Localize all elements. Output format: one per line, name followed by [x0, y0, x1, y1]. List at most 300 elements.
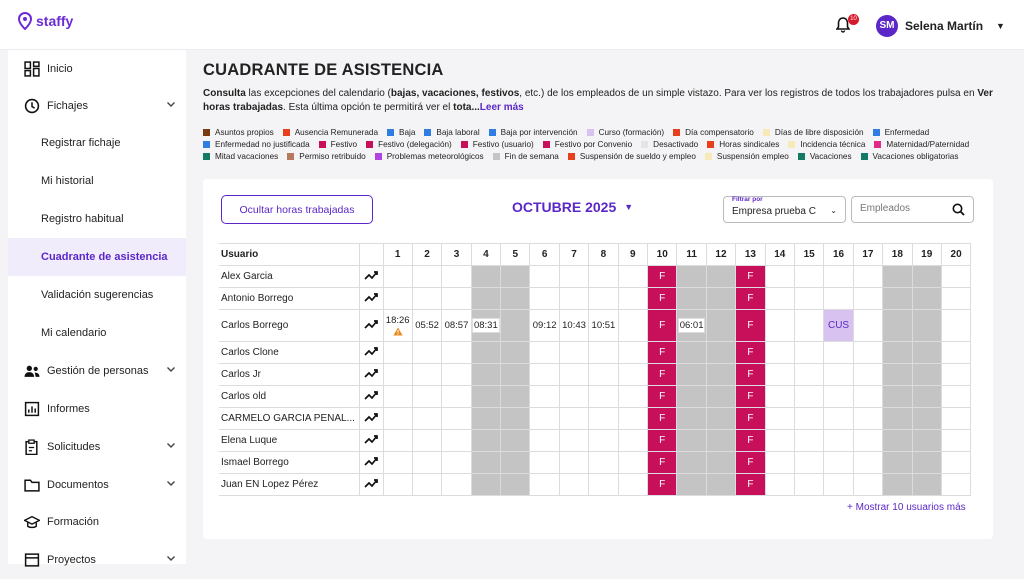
legend-label: Horas sindicales [719, 140, 780, 149]
day-cell[interactable] [471, 430, 500, 452]
top-bar [0, 0, 1024, 50]
legend-swatch [203, 153, 210, 160]
day-cell[interactable] [501, 474, 530, 496]
legend-label: Permiso retribuido [299, 152, 366, 161]
employee-name[interactable]: Elena Luque [219, 430, 359, 452]
page-description [203, 87, 993, 115]
day-cell[interactable] [794, 430, 823, 452]
day-cell[interactable] [501, 386, 530, 408]
day-header: 18 [883, 244, 912, 266]
day-cell[interactable] [412, 266, 441, 288]
day-cell[interactable] [824, 474, 853, 496]
day-cell[interactable] [559, 364, 588, 386]
day-cell[interactable] [883, 342, 912, 364]
day-cell[interactable] [530, 408, 559, 430]
table-row [219, 342, 971, 364]
day-cell[interactable] [794, 452, 823, 474]
trend-icon[interactable] [364, 412, 379, 423]
day-cell[interactable] [912, 386, 941, 408]
employee-name[interactable]: Carlos Jr [219, 364, 359, 386]
day-cell[interactable] [912, 342, 941, 364]
day-cell[interactable] [559, 266, 588, 288]
sidebar-item-documentos[interactable] [8, 466, 186, 504]
day-cell[interactable]: F [736, 452, 765, 474]
day-cell[interactable] [677, 474, 706, 496]
day-cell[interactable] [706, 342, 735, 364]
table-row [219, 408, 971, 430]
table-row [219, 430, 971, 452]
legend-item [283, 127, 378, 139]
employee-name[interactable]: Ismael Borrego [219, 452, 359, 474]
legend-label: Enfermedad no justificada [215, 140, 310, 149]
day-cell[interactable] [941, 288, 970, 310]
day-cell[interactable] [589, 310, 618, 342]
chevron-down-icon[interactable] [166, 553, 176, 563]
day-cell[interactable] [883, 474, 912, 496]
day-cell[interactable] [618, 364, 647, 386]
day-cell[interactable] [471, 342, 500, 364]
day-cell[interactable] [412, 364, 441, 386]
day-cell[interactable] [530, 364, 559, 386]
day-cell[interactable] [912, 310, 941, 342]
day-cell[interactable]: F [648, 364, 677, 386]
sidebar-item-informes[interactable] [8, 390, 186, 428]
app-logo[interactable] [18, 12, 73, 30]
day-cell[interactable] [501, 266, 530, 288]
day-cell[interactable] [501, 408, 530, 430]
day-cell[interactable] [765, 266, 794, 288]
day-cell[interactable] [589, 408, 618, 430]
legend-label: Festivo (usuario) [472, 140, 534, 149]
day-cell[interactable]: F [648, 310, 677, 342]
day-header: 4 [471, 244, 500, 266]
day-cell[interactable] [589, 266, 618, 288]
day-cell[interactable] [883, 430, 912, 452]
desc-part: Consulta [203, 88, 246, 99]
day-cell[interactable] [765, 342, 794, 364]
day-cell[interactable] [471, 266, 500, 288]
day-cell[interactable] [589, 386, 618, 408]
day-cell[interactable] [559, 386, 588, 408]
table-row [219, 364, 971, 386]
legend-label: Problemas meteorológicos [386, 152, 484, 161]
day-cell[interactable] [794, 266, 823, 288]
day-cell[interactable] [618, 342, 647, 364]
sidebar-item-solicitudes[interactable] [8, 428, 186, 466]
day-cell[interactable] [912, 364, 941, 386]
day-cell[interactable] [442, 310, 471, 342]
show-more-users-link[interactable]: + Mostrar 10 usuarios más [847, 502, 966, 513]
day-cell[interactable] [383, 408, 412, 430]
day-cell[interactable] [883, 266, 912, 288]
sidebar-item-label: Documentos [47, 479, 109, 491]
sidebar-item-label: Cuadrante de asistencia [41, 251, 168, 263]
chevron-down-icon[interactable] [166, 99, 176, 109]
day-cell[interactable] [941, 452, 970, 474]
day-cell[interactable]: F [648, 342, 677, 364]
legend-item [319, 139, 357, 151]
folder-icon [24, 477, 40, 493]
day-cell[interactable] [618, 474, 647, 496]
employee-name[interactable]: Carlos old [219, 386, 359, 408]
day-header: 5 [501, 244, 530, 266]
day-cell[interactable] [941, 386, 970, 408]
legend-label: Festivo [330, 140, 358, 149]
day-cell[interactable] [794, 386, 823, 408]
day-cell[interactable] [618, 430, 647, 452]
day-cell[interactable] [912, 474, 941, 496]
day-cell[interactable] [853, 342, 882, 364]
day-cell[interactable] [794, 474, 823, 496]
warning-icon[interactable] [393, 327, 403, 336]
day-cell[interactable] [912, 288, 941, 310]
sidebar-item-registro-habitual[interactable] [8, 200, 186, 238]
day-cell[interactable] [765, 386, 794, 408]
sidebar-item-cuadrante-de-asistencia[interactable] [8, 238, 186, 276]
day-cell[interactable] [618, 386, 647, 408]
legend-swatch [798, 153, 805, 160]
day-cell[interactable] [794, 342, 823, 364]
day-cell[interactable]: F [648, 386, 677, 408]
day-header: 12 [706, 244, 735, 266]
day-cell[interactable] [706, 288, 735, 310]
sidebar-item-formacion[interactable] [8, 503, 186, 541]
day-cell[interactable]: F [648, 452, 677, 474]
sidebar-item-inicio[interactable] [8, 50, 186, 88]
employee-search[interactable] [851, 196, 974, 223]
day-cell[interactable]: F [648, 474, 677, 496]
day-cell[interactable] [941, 266, 970, 288]
day-cell[interactable] [824, 364, 853, 386]
day-cell[interactable]: F [648, 288, 677, 310]
employee-name[interactable]: CARMELO GARCIA PENAL... [219, 408, 359, 430]
day-cell[interactable] [765, 364, 794, 386]
day-cell[interactable]: F [736, 474, 765, 496]
day-cell[interactable] [412, 386, 441, 408]
legend-item [641, 139, 698, 151]
day-cell[interactable]: CUS [824, 310, 853, 342]
day-cell[interactable] [765, 310, 794, 342]
day-cell[interactable] [559, 288, 588, 310]
day-header: 11 [677, 244, 706, 266]
day-cell[interactable] [883, 452, 912, 474]
day-cell[interactable]: F [736, 430, 765, 452]
day-cell[interactable] [706, 266, 735, 288]
sidebar-item-mi-historial[interactable] [8, 162, 186, 200]
day-cell[interactable] [912, 452, 941, 474]
day-cell[interactable] [853, 474, 882, 496]
day-cell[interactable] [941, 364, 970, 386]
day-cell[interactable] [618, 452, 647, 474]
day-cell[interactable]: F [736, 310, 765, 342]
day-cell[interactable] [589, 342, 618, 364]
chevron-down-icon[interactable] [166, 364, 176, 374]
day-cell[interactable] [618, 408, 647, 430]
day-cell[interactable] [824, 408, 853, 430]
day-cell[interactable] [412, 452, 441, 474]
trend-icon[interactable] [364, 368, 379, 379]
day-cell[interactable] [941, 342, 970, 364]
day-cell[interactable] [442, 288, 471, 310]
day-cell[interactable] [412, 288, 441, 310]
day-cell[interactable]: F [736, 364, 765, 386]
day-cell[interactable] [912, 430, 941, 452]
main-content [194, 50, 1024, 564]
trend-icon[interactable] [364, 292, 379, 303]
day-cell[interactable] [853, 266, 882, 288]
legend-swatch [673, 129, 680, 136]
day-cell[interactable] [883, 408, 912, 430]
day-cell[interactable] [589, 474, 618, 496]
day-cell[interactable]: F [736, 288, 765, 310]
trend-icon[interactable] [364, 346, 379, 357]
day-cell[interactable] [824, 452, 853, 474]
day-cell[interactable] [794, 364, 823, 386]
day-cell[interactable] [501, 288, 530, 310]
day-cell[interactable] [677, 288, 706, 310]
legend-label: Maternidad/Paternidad [886, 140, 970, 149]
day-cell[interactable] [853, 452, 882, 474]
legend-item [705, 151, 789, 163]
sidebar-item-label: Informes [47, 403, 90, 415]
day-cell[interactable] [383, 310, 412, 342]
day-cell[interactable] [442, 386, 471, 408]
day-cell[interactable]: F [736, 408, 765, 430]
day-cell[interactable] [706, 452, 735, 474]
day-cell[interactable] [559, 310, 588, 342]
sidebar-item-fichajes[interactable] [8, 87, 186, 125]
day-cell[interactable] [824, 288, 853, 310]
sidebar-item-validacion-sugerencias[interactable] [8, 276, 186, 314]
employee-name[interactable]: Carlos Borrego [219, 310, 359, 342]
day-cell[interactable] [765, 408, 794, 430]
day-cell[interactable] [442, 474, 471, 496]
day-cell[interactable] [530, 342, 559, 364]
day-cell[interactable] [412, 310, 441, 342]
trend-cell [359, 310, 383, 342]
day-cell[interactable] [442, 408, 471, 430]
day-cell[interactable] [765, 474, 794, 496]
day-cell[interactable] [559, 408, 588, 430]
hide-hours-button[interactable]: Ocultar horas trabajadas [221, 195, 373, 224]
day-cell[interactable] [412, 408, 441, 430]
trend-icon[interactable] [364, 270, 379, 281]
day-cell[interactable] [383, 430, 412, 452]
legend-swatch [874, 141, 881, 148]
day-cell[interactable]: F [648, 266, 677, 288]
day-cell[interactable] [471, 288, 500, 310]
chevron-down-icon[interactable] [166, 440, 176, 450]
day-cell[interactable] [853, 310, 882, 342]
employee-search-input[interactable] [860, 203, 950, 214]
chevron-down-icon[interactable] [166, 478, 176, 488]
graduation-icon [24, 514, 40, 530]
day-cell[interactable] [912, 266, 941, 288]
legend-item [203, 139, 310, 151]
day-cell[interactable] [471, 408, 500, 430]
day-cell[interactable] [412, 430, 441, 452]
day-cell[interactable] [706, 386, 735, 408]
day-cell[interactable] [383, 364, 412, 386]
user-menu[interactable] [876, 15, 1005, 37]
employee-name[interactable]: Antonio Borrego [219, 288, 359, 310]
legend-item [543, 139, 632, 151]
day-cell[interactable]: F [648, 430, 677, 452]
day-cell[interactable] [383, 452, 412, 474]
day-cell[interactable] [501, 310, 530, 342]
day-cell[interactable] [559, 430, 588, 452]
day-cell[interactable]: F [736, 342, 765, 364]
day-cell[interactable] [618, 266, 647, 288]
employee-name[interactable]: Carlos Clone [219, 342, 359, 364]
day-cell[interactable] [501, 452, 530, 474]
sidebar-item-gestion-de-personas[interactable] [8, 352, 186, 390]
day-cell[interactable] [824, 266, 853, 288]
day-cell[interactable] [912, 408, 941, 430]
trend-cell [359, 408, 383, 430]
day-cell[interactable] [677, 452, 706, 474]
day-cell[interactable] [824, 342, 853, 364]
notifications-button[interactable] [836, 16, 857, 38]
clock-in-time: 18:26 [385, 315, 410, 326]
day-cell[interactable] [824, 386, 853, 408]
day-cell[interactable] [589, 364, 618, 386]
month-selector[interactable] [512, 199, 633, 215]
employee-name[interactable]: Alex Garcia [219, 266, 359, 288]
day-cell[interactable] [530, 430, 559, 452]
day-cell[interactable] [941, 310, 970, 342]
day-cell[interactable] [677, 430, 706, 452]
trend-icon[interactable] [364, 456, 379, 467]
day-cell[interactable] [706, 474, 735, 496]
day-cell[interactable] [794, 408, 823, 430]
legend-swatch [707, 141, 714, 148]
day-cell[interactable] [442, 430, 471, 452]
day-cell[interactable] [706, 310, 735, 342]
day-cell[interactable] [559, 452, 588, 474]
day-cell[interactable] [442, 452, 471, 474]
day-cell[interactable]: F [648, 408, 677, 430]
trend-cell [359, 288, 383, 310]
day-cell[interactable] [853, 386, 882, 408]
read-more-link[interactable]: Leer más [479, 102, 524, 113]
legend-label: Baja por intervención [500, 128, 578, 137]
day-cell[interactable] [471, 310, 500, 342]
sidebar-item-mi-calendario[interactable] [8, 314, 186, 352]
day-cell[interactable] [412, 342, 441, 364]
day-cell[interactable] [442, 342, 471, 364]
day-cell[interactable] [706, 364, 735, 386]
table-row [219, 474, 971, 496]
legend-label: Vacaciones obligatorias [872, 152, 959, 161]
legend-swatch [788, 141, 795, 148]
day-cell[interactable] [883, 364, 912, 386]
day-cell[interactable] [442, 364, 471, 386]
day-cell[interactable] [501, 364, 530, 386]
sidebar-item-proyectos[interactable] [8, 541, 186, 579]
day-cell[interactable] [530, 288, 559, 310]
trend-icon[interactable] [364, 478, 379, 489]
day-cell[interactable] [383, 288, 412, 310]
day-cell[interactable] [471, 364, 500, 386]
day-cell[interactable] [883, 310, 912, 342]
day-cell[interactable] [589, 452, 618, 474]
day-cell[interactable] [530, 386, 559, 408]
day-cell[interactable] [883, 288, 912, 310]
day-cell[interactable] [853, 408, 882, 430]
search-icon[interactable] [952, 203, 965, 216]
sidebar-item-label: Mi calendario [41, 327, 107, 339]
day-cell[interactable] [412, 474, 441, 496]
day-cell[interactable] [618, 310, 647, 342]
day-cell[interactable] [794, 310, 823, 342]
day-cell[interactable] [941, 474, 970, 496]
day-cell[interactable] [853, 288, 882, 310]
trend-icon[interactable] [364, 434, 379, 445]
day-cell[interactable]: F [736, 266, 765, 288]
day-cell[interactable] [559, 474, 588, 496]
day-cell[interactable] [471, 452, 500, 474]
day-cell[interactable]: F [736, 386, 765, 408]
day-cell[interactable] [589, 430, 618, 452]
day-cell[interactable] [530, 452, 559, 474]
day-cell[interactable] [383, 342, 412, 364]
day-cell[interactable] [677, 364, 706, 386]
day-cell[interactable] [941, 408, 970, 430]
day-cell[interactable] [530, 474, 559, 496]
day-cell[interactable] [471, 474, 500, 496]
day-cell[interactable] [559, 342, 588, 364]
employee-name[interactable]: Juan EN Lopez Pérez [219, 474, 359, 496]
day-cell[interactable] [383, 386, 412, 408]
day-header: 14 [765, 244, 794, 266]
day-cell[interactable] [794, 288, 823, 310]
day-cell[interactable] [706, 408, 735, 430]
day-cell[interactable] [501, 342, 530, 364]
day-cell[interactable] [853, 364, 882, 386]
day-cell[interactable] [765, 288, 794, 310]
day-cell[interactable] [677, 386, 706, 408]
legend-swatch [705, 153, 712, 160]
day-cell[interactable] [471, 386, 500, 408]
day-cell[interactable] [383, 266, 412, 288]
day-cell[interactable] [530, 266, 559, 288]
day-cell[interactable] [383, 474, 412, 496]
day-cell[interactable] [677, 266, 706, 288]
day-cell[interactable] [677, 408, 706, 430]
day-cell[interactable] [530, 310, 559, 342]
day-cell[interactable] [706, 430, 735, 452]
day-cell[interactable] [941, 430, 970, 452]
company-filter-select[interactable] [723, 196, 846, 223]
day-cell[interactable] [765, 452, 794, 474]
day-cell[interactable] [853, 430, 882, 452]
day-cell[interactable] [501, 430, 530, 452]
day-cell[interactable] [442, 266, 471, 288]
trend-icon[interactable] [364, 390, 379, 401]
day-cell[interactable] [618, 288, 647, 310]
day-cell[interactable] [589, 288, 618, 310]
legend-item [424, 127, 479, 139]
day-cell[interactable] [677, 310, 706, 342]
day-header: 8 [589, 244, 618, 266]
day-cell[interactable] [677, 342, 706, 364]
day-cell[interactable] [765, 430, 794, 452]
day-cell[interactable] [824, 430, 853, 452]
sidebar-item-registrar-fichaje[interactable] [8, 124, 186, 162]
trend-icon[interactable] [364, 319, 379, 330]
day-cell[interactable] [883, 386, 912, 408]
